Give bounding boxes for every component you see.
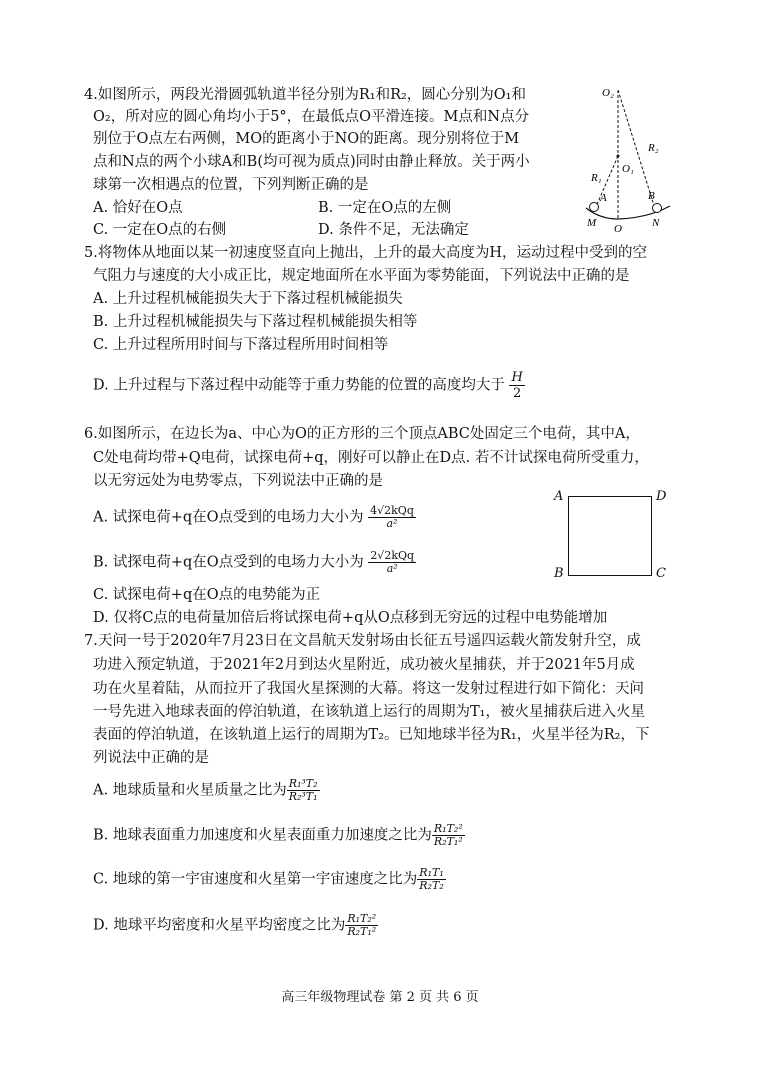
- q7-option-c-fraction: [417, 867, 445, 892]
- q7-line-3: 功在火星着陆，从而拉开了我国火星探测的大幕。将这一发射过程进行如下简化：天问: [93, 681, 644, 697]
- q4-option-d: D. 条件不足，无法确定: [318, 222, 469, 238]
- page-footer: 高三年级物理试卷 第 2 页 共 6 页: [281, 990, 479, 1005]
- q4-label-o1: O₁: [622, 163, 634, 175]
- q5-option-a: A. 上升过程机械能损失大于下落过程机械能损失: [93, 291, 403, 307]
- q4-label-o2: O₂: [602, 87, 614, 99]
- q7-line-5: 表面的停泊轨道，在该轨道上运行的周期为T₂。已知地球半径为R₁，火星半径为R₂，下: [93, 727, 650, 743]
- q6-label-b: B: [554, 566, 564, 581]
- q6-option-c: C. 试探电荷+q在O点的电势能为正: [93, 587, 321, 603]
- q6-a-frac-num: 4√2kQq: [370, 504, 414, 517]
- q5-option-d-row: [93, 370, 525, 401]
- q6-square: [568, 496, 652, 576]
- q7-option-b-fraction: [432, 823, 465, 848]
- q7-b-frac-num: R₁T₂²: [433, 822, 463, 835]
- q7-c-frac-den: R₂T₂: [419, 879, 444, 892]
- q6-option-a-row: [93, 505, 416, 530]
- q6-option-a-fraction: [368, 505, 416, 530]
- q4-line-4: 点和N点的两个小球A和B(均可视为质点)同时由静止释放。关于两小: [93, 154, 530, 170]
- q4-label-r2: R₂: [648, 142, 659, 154]
- q7-a-frac-num: R₁³T₂: [288, 777, 318, 790]
- q7-option-a: A. 地球质量和火星质量之比为: [93, 782, 287, 799]
- q7-option-d: D. 地球平均密度和火星平均密度之比为: [93, 917, 346, 934]
- q4-label-a: A: [600, 192, 607, 204]
- q7-option-d-row: [93, 913, 378, 938]
- q7-line-6: 列说法中正确的是: [93, 750, 209, 766]
- q4-label-b: B: [648, 190, 655, 202]
- q7-d-frac-den: R₂T₁²: [347, 925, 377, 938]
- q6-line-1: 6.如图所示，在边长为a、中心为O的正方形的三个顶点ABC处固定三个电荷，其中A，: [84, 426, 640, 442]
- q7-option-a-fraction: [287, 778, 320, 803]
- q4-line-5: 球第一次相遇点的位置，下列判断正确的是: [93, 177, 369, 193]
- q6-option-b: B. 试探电荷+q在O点受到的电场力大小为: [93, 554, 364, 571]
- q4-label-m: M: [587, 217, 597, 229]
- q5-option-b: B. 上升过程机械能损失与下落过程机械能损失相等: [93, 314, 418, 330]
- q5-frac-den: 2: [512, 386, 522, 401]
- q4-line-3: 别位于O点左右两侧，MO的距离小于NO的距离。现分别将位于M: [93, 131, 520, 147]
- q7-option-c-row: [93, 867, 446, 892]
- q6-line-2: C处电荷均带+Q电荷，试探电荷+q，刚好可以静止在D点. 若不计试探电荷所受重力，: [93, 450, 649, 466]
- q7-option-c: C. 地球的第一宇宙速度和火星第一宇宙速度之比为: [93, 871, 418, 888]
- q7-option-d-fraction: [345, 913, 378, 938]
- q4-option-a: A. 恰好在O点: [93, 200, 183, 216]
- q7-c-frac-num: R₁T₁: [419, 866, 444, 879]
- q6-label-a: A: [554, 489, 564, 504]
- q6-b-frac-num: 2√2kQq: [370, 549, 415, 562]
- q5-line-1: 5.将物体从地面以某一初速度竖直向上抛出，上升的最大高度为H，运动过程中受到的空: [84, 245, 647, 261]
- q7-b-frac-den: R₂T₁²: [433, 835, 463, 848]
- q5-option-d-fraction: [509, 370, 524, 401]
- q5-option-c: C. 上升过程所用时间与下落过程所用时间相等: [93, 337, 389, 353]
- q4-line-2: O₂，所对应的圆心角均小于5°，在最低点O平滑连接。M点和N点分: [93, 109, 530, 125]
- q6-label-d: D: [656, 489, 667, 504]
- q6-b-frac-den: a²: [386, 562, 398, 575]
- q6-option-a: A. 试探电荷+q在O点受到的电场力大小为: [93, 509, 364, 526]
- q7-option-a-row: [93, 778, 320, 803]
- q6-label-c: C: [656, 566, 666, 581]
- q4-label-o: O: [614, 223, 622, 234]
- q7-line-1: 7.天问一号于2020年7月23日在文昌航天发射场由长征五号遥四运载火箭发射升空，成: [84, 633, 641, 649]
- q6-a-frac-den: a²: [386, 517, 398, 530]
- q4-option-b: B. 一定在O点的左侧: [318, 200, 452, 216]
- q7-option-b-row: [93, 823, 465, 848]
- q7-line-4: 一号先进入地球表面的停泊轨道，在该轨道上运行的周期为T₁，被火星捕获后进入火星: [93, 704, 645, 720]
- q7-option-b: B. 地球表面重力加速度和火星表面重力加速度之比为: [93, 827, 432, 844]
- q4-label-r1: R₁: [591, 172, 602, 184]
- q6-option-b-row: [93, 550, 416, 575]
- q6-option-d: D. 仅将C点的电荷量加倍后将试探电荷+q从O点移到无穷远的过程中电势能增加: [93, 610, 608, 626]
- q5-option-d: D. 上升过程与下落过程中动能等于重力势能的位置的高度均大于: [93, 377, 505, 394]
- q7-d-frac-num: R₁T₂²: [347, 912, 377, 925]
- q6-line-3: 以无穷远处为电势零点，下列说法中正确的是: [93, 473, 383, 489]
- q6-option-b-fraction: [368, 550, 416, 575]
- q4-option-c: C. 一定在O点的右侧: [93, 222, 227, 238]
- q5-frac-num: H: [511, 370, 523, 385]
- q7-a-frac-den: R₂³T₁: [288, 790, 318, 803]
- q4-arc-figure: [578, 84, 688, 234]
- q7-line-2: 功进入预定轨道，于2021年2月到达火星附近，成功被火星捕获，并于2021年5月成: [93, 657, 635, 673]
- q5-line-2: 气阻力与速度的大小成正比，规定地面所在水平面为零势能面，下列说法中正确的是: [93, 268, 630, 284]
- q4-label-n: N: [652, 217, 660, 229]
- q4-line-1: 4.如图所示，两段光滑圆弧轨道半径分别为R₁和R₂，圆心分别为O₁和: [84, 87, 526, 103]
